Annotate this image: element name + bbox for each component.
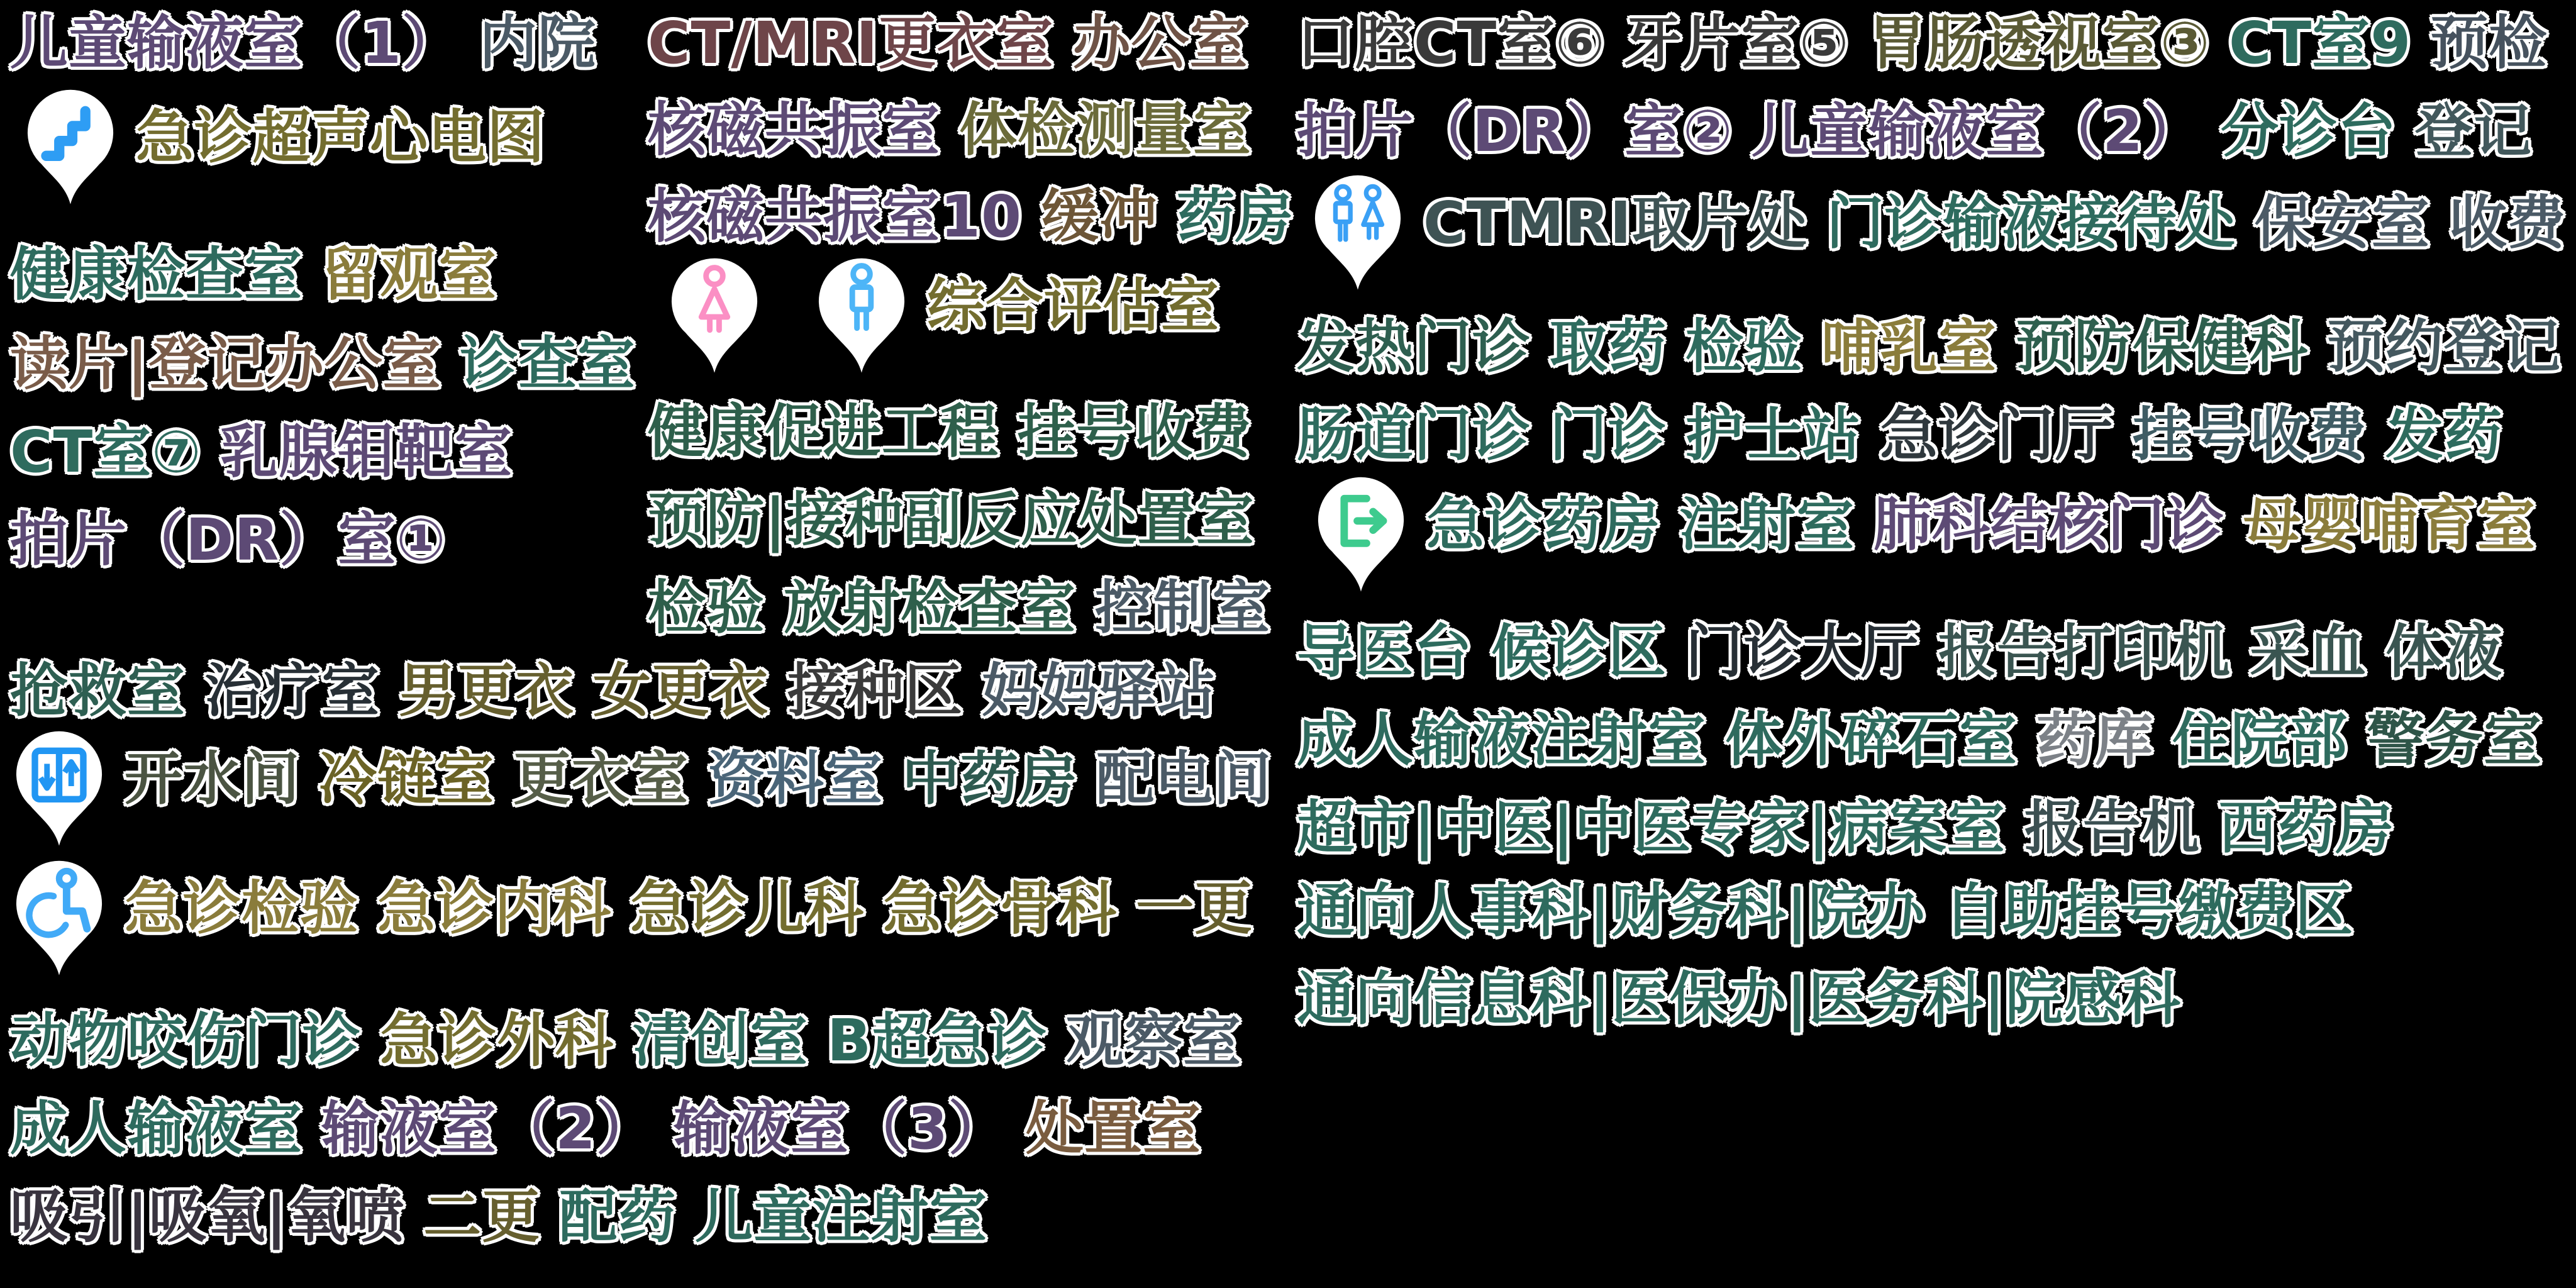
room-label[interactable]: 配电间 (1096, 745, 1272, 813)
room-label[interactable]: 发药 (2385, 401, 2503, 469)
row-m2 (648, 96, 1252, 164)
row-l7 (10, 657, 1216, 724)
row-l3 (10, 241, 497, 308)
room-label[interactable]: 综合评估室 (927, 272, 1220, 340)
room-label[interactable]: 哺乳室 (1821, 313, 1997, 380)
room-label[interactable]: 护士站 (1685, 401, 1862, 469)
room-label[interactable]: CTMRI取片处 (1423, 189, 1807, 257)
row-r6 (1314, 491, 2536, 594)
room-label[interactable]: 更衣室 (513, 745, 689, 813)
elevator-pin-marker[interactable] (13, 728, 106, 848)
room-label[interactable]: 二更 (423, 1183, 541, 1250)
room-label[interactable]: 牙片室⑤ (1624, 9, 1850, 77)
wheelchair-pin-marker[interactable] (13, 858, 106, 977)
room-label[interactable]: 健康促进工程 (648, 398, 999, 465)
row-l8 (13, 745, 1272, 848)
row-r4 (1297, 313, 2562, 380)
room-label[interactable]: 健康检查室 (10, 241, 303, 308)
room-label[interactable]: 检验 (648, 574, 765, 641)
room-label[interactable]: 观察室 (1066, 1007, 1242, 1074)
row-l11 (10, 1095, 1202, 1162)
room-label[interactable]: 接种区 (787, 657, 963, 724)
room-label[interactable]: 急诊检验 (125, 875, 359, 942)
room-label[interactable]: 控制室 (1095, 574, 1271, 641)
room-label[interactable]: 办公室 (1072, 9, 1248, 77)
room-label[interactable]: 收费 (2448, 189, 2566, 257)
row-r7 (1297, 618, 2503, 686)
room-label[interactable]: 吸引|吸氧|氧喷 (10, 1183, 405, 1250)
room-label[interactable]: 缓冲 (1041, 183, 1158, 250)
room-label[interactable]: 预防|接种副反应处置室 (648, 486, 1255, 553)
stairs-pin-marker[interactable] (24, 87, 117, 206)
room-label[interactable]: 药房 (1177, 183, 1294, 250)
room-label[interactable]: 妈妈驿站 (982, 657, 1216, 724)
room-label[interactable]: 住院部 (2172, 706, 2348, 774)
room-label[interactable]: 儿童注射室 (695, 1183, 988, 1250)
room-label[interactable]: 报告机 (2024, 794, 2200, 862)
row-l5 (10, 418, 513, 486)
room-label[interactable]: 输液室（3） (674, 1095, 1008, 1162)
room-label[interactable]: 急诊超声心电图 (136, 104, 546, 171)
row-m4 (668, 272, 1220, 375)
room-label[interactable]: 肺科结核门诊 (1874, 491, 2225, 558)
row-r9 (1297, 794, 2394, 862)
room-label[interactable]: 发热门诊 (1297, 313, 1531, 380)
room-label[interactable]: 配药 (559, 1183, 677, 1250)
toilet-male-pin-marker[interactable] (815, 255, 908, 375)
room-label[interactable]: 预防保健科 (2016, 313, 2309, 380)
room-label[interactable]: 报告打印机 (1938, 618, 2231, 686)
row-l4 (10, 330, 636, 397)
room-label[interactable]: 超市|中医|中医专家|病案室 (1297, 794, 2006, 862)
row-r8 (1297, 706, 2543, 774)
room-label[interactable]: 西药房 (2218, 794, 2394, 862)
room-label[interactable]: 注射室 (1679, 491, 1855, 558)
row-m7 (648, 574, 1271, 641)
room-label[interactable]: 核磁共振室 (648, 96, 941, 164)
row-l1 (10, 9, 597, 77)
room-label[interactable]: CT/MRI更衣室 (648, 9, 1054, 77)
room-label[interactable]: 男更衣 (399, 657, 575, 724)
room-label[interactable]: 清创室 (633, 1007, 809, 1074)
room-label[interactable]: 拍片（DR）室② (1297, 97, 1733, 165)
room-label[interactable]: 急诊药房 (1426, 491, 1661, 558)
row-l6 (10, 506, 447, 574)
room-label[interactable]: 母婴哺育室 (2243, 491, 2536, 558)
room-label[interactable]: 读片|登记办公室 (10, 330, 441, 397)
room-label[interactable]: 体外碎石室 (1725, 706, 2018, 774)
toilet-unisex-pin-marker[interactable] (1311, 172, 1404, 292)
room-label[interactable]: 自助挂号缴费区 (1944, 877, 2354, 945)
room-label[interactable]: 采血 (2250, 618, 2367, 686)
room-label[interactable]: 预约登记 (2327, 313, 2562, 380)
row-m1 (648, 9, 1248, 77)
room-label[interactable]: 冷链室 (319, 745, 495, 813)
room-label[interactable]: 成人输液注射室 (1297, 706, 1707, 774)
row-l9 (13, 875, 1253, 977)
room-label[interactable]: 胃肠透视室③ (1868, 9, 2210, 77)
room-label[interactable]: 成人输液室 (10, 1095, 303, 1162)
row-r1 (1297, 9, 2548, 77)
room-label[interactable]: 分诊台 (2221, 97, 2397, 165)
room-label[interactable]: 抢救室 (10, 657, 186, 724)
room-label[interactable]: 急诊门厅 (1880, 401, 2114, 469)
row-l10 (10, 1007, 1242, 1074)
room-label[interactable]: 中药房 (902, 745, 1078, 813)
room-label[interactable]: 儿童输液室（2） (1752, 97, 2202, 165)
row-l2 (24, 104, 546, 206)
room-label[interactable]: 预检 (2430, 9, 2548, 77)
row-m5 (648, 398, 1252, 465)
room-label[interactable]: 取药 (1550, 313, 1667, 380)
room-label[interactable]: 女更衣 (593, 657, 769, 724)
room-label[interactable]: 内院 (479, 9, 597, 77)
row-r2 (1297, 97, 2533, 165)
room-label[interactable]: CT室⑦ (10, 418, 202, 486)
room-label[interactable]: 候诊区 (1491, 618, 1667, 686)
row-m3 (648, 183, 1294, 250)
room-label[interactable]: 登记 (2415, 97, 2533, 165)
room-label[interactable]: 通向人事科|财务科|院办 (1297, 877, 1926, 945)
room-label[interactable]: 门诊 (1550, 401, 1667, 469)
toilet-female-pin-marker[interactable] (668, 255, 761, 375)
room-label[interactable]: 门诊输液接待处 (1826, 189, 2236, 257)
room-label[interactable]: CT室9 (2228, 9, 2412, 77)
room-label[interactable]: 诊查室 (460, 330, 636, 397)
room-label[interactable]: B超急诊 (827, 1007, 1048, 1074)
room-label[interactable]: 留观室 (321, 241, 497, 308)
room-label[interactable]: 儿童输液室（1） (10, 9, 461, 77)
room-label[interactable]: 动物咬伤门诊 (10, 1007, 362, 1074)
room-label[interactable]: 资料室 (708, 745, 884, 813)
room-label[interactable]: 急诊内科 (377, 875, 612, 942)
room-label[interactable]: 处置室 (1026, 1095, 1202, 1162)
room-label[interactable]: 通向信息科|医保办|医务科|院感科 (1297, 965, 2181, 1033)
room-label[interactable]: 口腔CT室⑥ (1297, 9, 1606, 77)
row-r10 (1297, 877, 2354, 945)
room-label[interactable]: 放射检查室 (784, 574, 1077, 641)
row-m6 (648, 486, 1255, 553)
room-label[interactable]: 乳腺钼靶室 (220, 418, 513, 486)
room-label[interactable]: 挂号收费 (2133, 401, 2367, 469)
row-l12 (10, 1183, 988, 1250)
room-label[interactable]: 保安室 (2254, 189, 2430, 257)
room-label[interactable]: 警务室 (2367, 706, 2543, 774)
room-label[interactable]: 门诊大厅 (1685, 618, 1920, 686)
room-label[interactable]: 治疗室 (204, 657, 380, 724)
row-r3 (1311, 189, 2566, 292)
room-label[interactable]: 药库 (2036, 706, 2154, 774)
room-label[interactable]: 挂号收费 (1018, 398, 1252, 465)
room-label[interactable]: 肠道门诊 (1297, 401, 1531, 469)
row-r5 (1297, 401, 2503, 469)
room-label[interactable]: 输液室（2） (321, 1095, 655, 1162)
exit-pin-marker[interactable] (1314, 474, 1407, 594)
room-label[interactable]: 核磁共振室10 (648, 183, 1023, 250)
room-label[interactable]: 体液 (2385, 618, 2503, 686)
room-label[interactable]: 开水间 (125, 745, 301, 813)
room-label[interactable]: 体检测量室 (959, 96, 1252, 164)
room-label[interactable]: 拍片（DR）室① (10, 506, 447, 574)
room-label[interactable]: 导医台 (1297, 618, 1473, 686)
room-label[interactable]: 一更 (1136, 875, 1253, 942)
room-label[interactable]: 急诊骨科 (883, 875, 1118, 942)
row-r11 (1297, 965, 2181, 1033)
room-label[interactable]: 急诊儿科 (630, 875, 865, 942)
room-label[interactable]: 检验 (1685, 313, 1803, 380)
room-label[interactable]: 急诊外科 (380, 1007, 614, 1074)
